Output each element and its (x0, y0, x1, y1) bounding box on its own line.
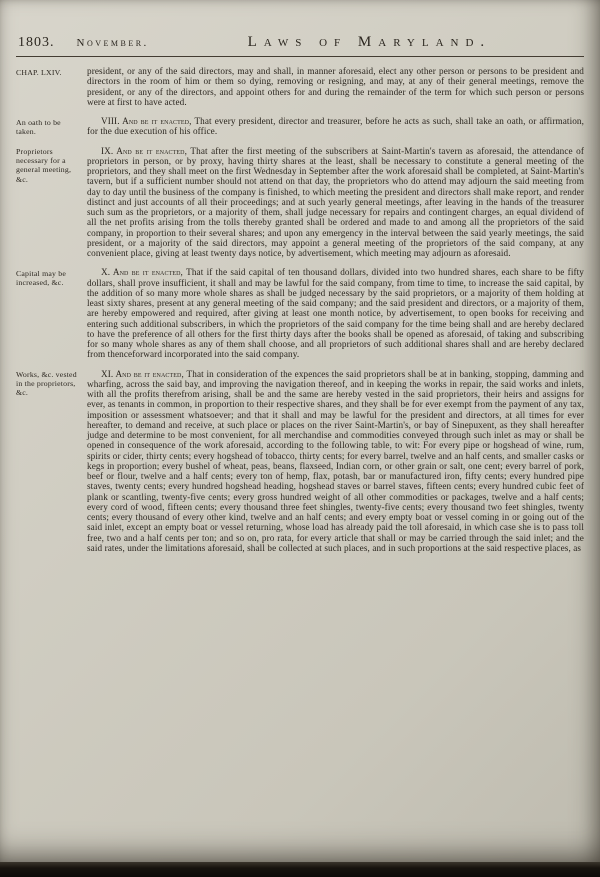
margin-note: Proprietors necessary for a general meeting, &c. (16, 147, 72, 184)
law-section (16, 267, 584, 359)
paragraph-text: That if the said capital of ten thousand dollars, divided into two hundred shares, each share to be fifty dollars, shall prove insufficient, it shall and may be lawful for the said company, from time to time, to increase the said capital, by the addition of so many more whole shares as shall be judged necessary by the said proprietors, or a majority of them holding at least sixty shares, present at any general meeting of the said company; and the said president and directors, or a majority of them, are hereby empowered and required, after giving at least one month notice, by advertisement, to open books for receiving and entering such additional subscribers, in which the proprietors of the said company for the time being shall and are hereby declared to have the preference of all others for the first thirty days after the books shall be opened as aforesaid, of taking and subscribing for so many whole shares as any of them shall choose, and all proprietors of such additional shares shall and are hereby declared from thenceforward incorporated into the said company. (87, 267, 584, 360)
page-header (16, 34, 584, 51)
paragraph-text: That after the first meeting of the subscribers at Saint-Martin's tavern as aforesaid, the attendance of proprietors in person, or by proxy, having thirty shares at the least, shall be necessary to constitute a general meeting of the proprietors, and they shall meet on the first Wednesday in September after the work aforesaid shall be completed, at Saint-Martin's tavern, but if a sufficient number should not attend on that day, the proprietors who do attend may adjourn the said meeting from day to day until the business of the company is finished, to which meeting the president and directors shall make report, and render distinct and just accounts of all their proceedings; and at such yearly general meetings, after leaving in the hands of the treasurer such sum as the proprietors, or a majority of them, shall judge necessary for repairs and contingent charges, an equal dividend of all the net profits arising from the tolls thereby granted shall be ordered and made to and among all the proprietors of the said company, in proportion to their several shares; and upon any emergency in the interval between the said yearly meetings, the said president, or a majority of the said directors, may appoint a general meeting of the proprietors of the said company, at any convenient place, giving at least twenty days notice, by advertisement, which meeting may adjourn as aforesaid. (87, 145, 584, 258)
paragraph (87, 66, 584, 107)
paragraph (87, 267, 584, 359)
page-title: Laws of Maryland. (247, 34, 492, 50)
paragraph-text: That in consideration of the expences the said proprietors shall be at in banking, stopping, damming and wharfing, across the said bay, and improving the navigation thereof, and in keeping the works in repair, the said works and inlets, with all the profits therefrom arising, shall be and the same are hereby vested in the said proprietors, their heirs and assigns for ever, as tenants in common, in proportion to their respective shares, and they shall be for ever exempt from the payment of any tax, imposition or assessment whatsoever; and that it shall and may be lawful for the president and directors, at all times for ever hereafter, to demand and receive, at such place or places on the river Saint-Martin's, or bay of Sinepuxent, as they shall hereafter judge and determine to be most convenient, for all merchandise and commodities conveyed through such inlet as may or shall be opened in consequence of the work aforesaid, according to the following table, to wit: For every pipe or hogshead of wine, rum, spirits or cider, thirty cents; every hogshead of tobacco, thirty cents; for every barrel, twelve and an half cents, and smaller casks or kegs in proportion; every bushel of wheat, peas, beans, flaxseed, Indian corn, or other grain or salt, one cent; every barrel of pork, beef or flour, twelve and a half cents; every ton of hemp, flax, potash, bar or manufactured iron, fifty cents; every hundred pipe staves, twenty cents; every hundred hogshead heading, hogshead staves or barrel staves, fifteen cents; every hundred cubic feet of plank or scantling, twenty-five cents; every gross hundred weight of all other commodities or packages, twelve and a half cents; every cord of wood, fifteen cents; every thousand three feet shingles, twenty-five cents; every thousand two feet shingles, twenty cents; every thousand of every other kind, twelve and an half cents; and every empty boat or vessel coming in or going out of the said inlet, except an empty boat or vessel returning, whose load has already paid the toll aforesaid, in which case she is to pass toll free, two and a half cents per ton; and so on, pro rata, for every article that shall or may be carried through the said inlet; and the said rates, under the limitations aforesaid, shall be collected at such places, and in such proportions at the said respective places, as (87, 368, 584, 553)
margin-note: An oath to be taken. (16, 117, 61, 136)
page-year: 1803. (18, 35, 55, 50)
paragraph-text: president, or any of the said directors, may and shall, in manner aforesaid, elect any other person or persons to be president and directors in the room of him or them so dying, removing or resigning, and may, at any of their general meetings, remove the president, or any of the directors, and appoint others for and during the remainder of the term for which such person or persons were at first to have acted. (87, 66, 584, 107)
sections (16, 66, 584, 553)
enacting-clause: X. And be it enacted, (101, 267, 187, 278)
margin-note: Works, &c. vested in the proprietors, &c. (16, 370, 77, 398)
enacting-clause: XI. And be it enacted, (101, 368, 187, 379)
enacting-clause: VIII. And be it enacted, (101, 116, 195, 126)
paragraph (87, 369, 584, 554)
page-month: November. (76, 37, 149, 49)
law-section (16, 66, 584, 107)
scan-bottom-edge (0, 862, 600, 877)
header-rule (16, 56, 584, 57)
law-section (16, 146, 584, 259)
paragraph (87, 146, 584, 259)
enacting-clause: IX. And be it enacted, (101, 145, 191, 156)
paragraph (87, 116, 584, 137)
law-section (16, 116, 584, 137)
paragraph-text: That every president, director and treasurer, before he acts as such, shall take an oath, or affirmation, for the due execution of his office. (87, 116, 585, 137)
margin-note: CHAP. LXIV. (16, 67, 62, 77)
margin-note: Capital may be increased, &c. (16, 268, 67, 287)
law-section (16, 369, 584, 554)
